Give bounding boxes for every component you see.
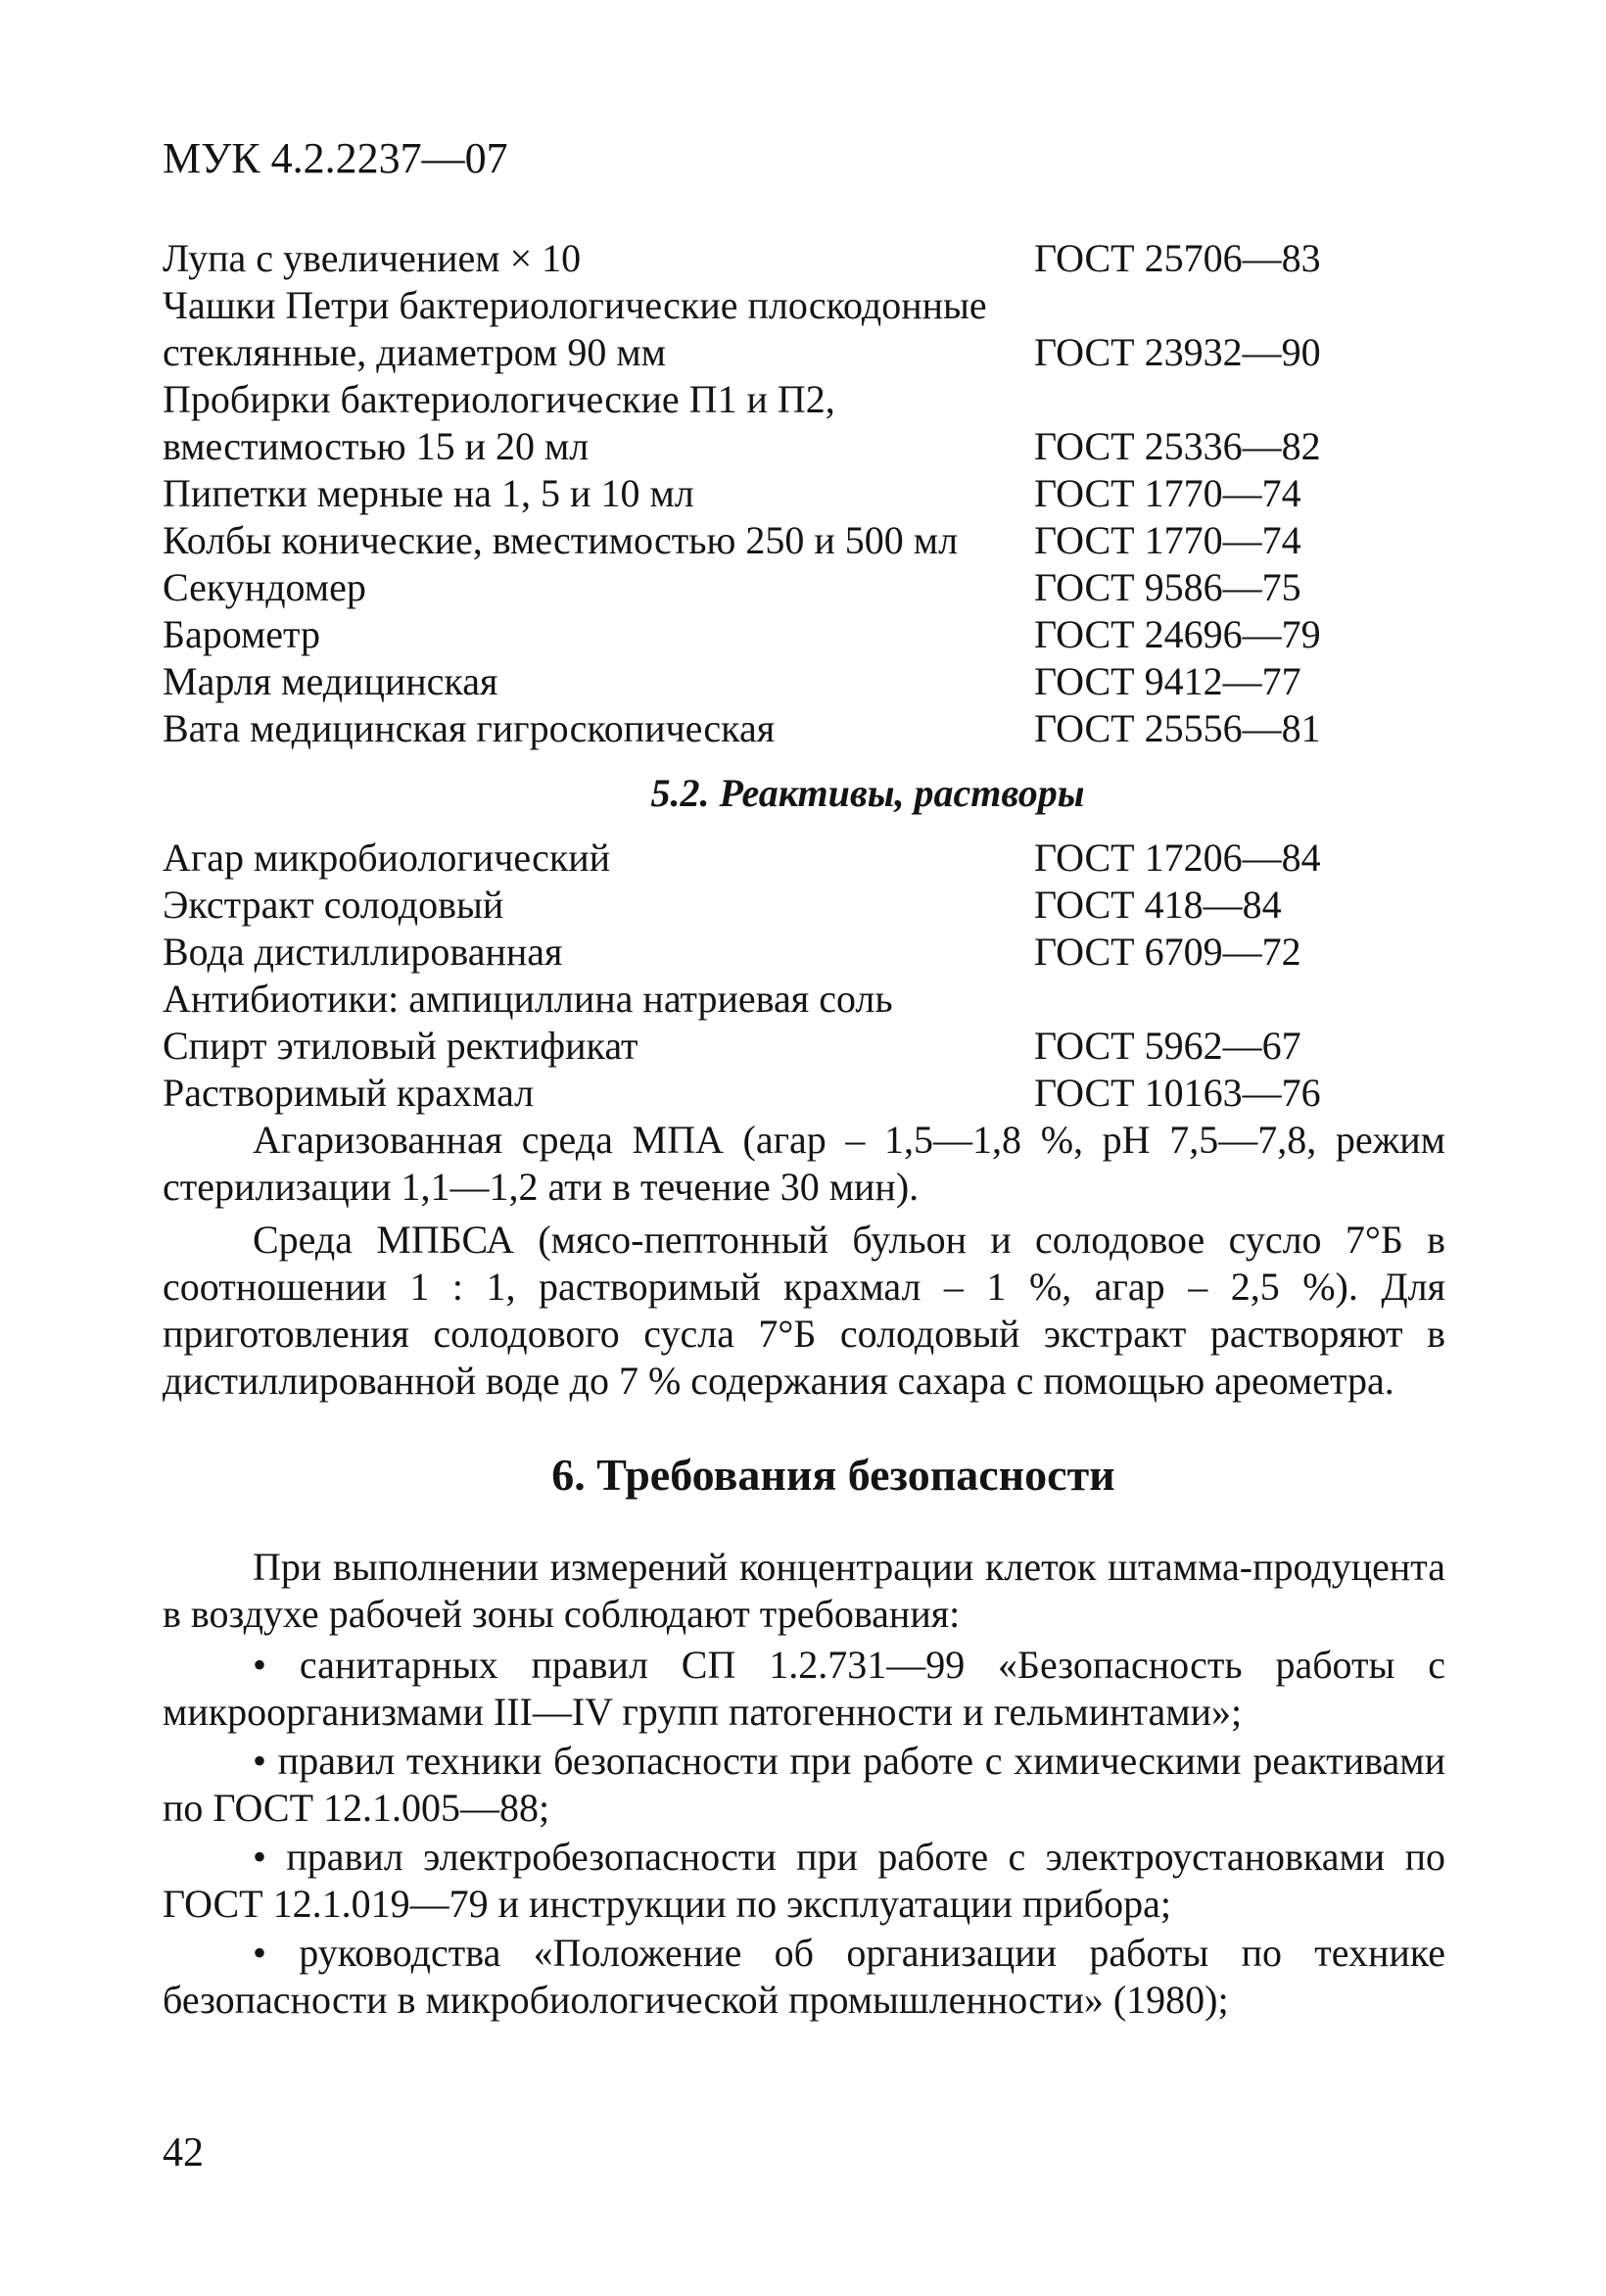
item-name: Растворимый крахмал xyxy=(163,1071,535,1115)
mpa-medium-paragraph: Агаризованная среда МПА (агар – 1,5—1,8 %, рН 7,5—7,8, режим стерилизации 1,1—1,2 ати в течение 30 мин). xyxy=(163,1118,1445,1209)
equipment-row xyxy=(163,705,1445,752)
section-6-title: 6. Требования безопасности xyxy=(551,1450,1115,1500)
item-name: Секундомер xyxy=(163,565,366,609)
reagent-row xyxy=(163,1070,1445,1117)
page-number: 42 xyxy=(163,2130,204,2176)
equipment-row xyxy=(163,376,1445,470)
item-name: Лупа с увеличением × 10 xyxy=(163,236,582,280)
item-standard: ГОСТ 1770—74 xyxy=(1034,518,1301,562)
item-standard: ГОСТ 5962—67 xyxy=(1034,1024,1301,1068)
equipment-row xyxy=(163,517,1445,564)
requirement-bullet: • правил техники безопасности при работе с химическими реактивами по ГОСТ 12.1.005—88; xyxy=(163,1739,1445,1830)
item-standard: ГОСТ 9586—75 xyxy=(1034,565,1301,609)
item-name: Пипетки мерные на 1, 5 и 10 мл xyxy=(163,471,694,515)
equipment-and-reagents-list xyxy=(163,235,1445,1117)
equipment-row xyxy=(163,564,1445,611)
equipment-row xyxy=(163,470,1445,517)
section-6-intro: При выполнении измерений концентрации клеток штамма-продуцента в воздухе рабочей зоны соблюдают требования: xyxy=(163,1545,1445,1636)
requirement-bullet: • руководства «Положение об организации работы по технике безопасности в микробиологической промышленности» (1980); xyxy=(163,1931,1445,2022)
item-standard: ГОСТ 25556—81 xyxy=(1034,706,1321,750)
equipment-row xyxy=(163,658,1445,705)
item-name: Антибиотики: ампициллина натриевая соль xyxy=(163,977,893,1021)
item-name: Чашки Петри бактериологические плоскодонные стеклянные, диаметром 90 мм xyxy=(163,283,987,374)
item-standard: ГОСТ 1770—74 xyxy=(1034,471,1301,515)
item-standard: ГОСТ 23932—90 xyxy=(1034,330,1321,374)
item-standard: ГОСТ 9412—77 xyxy=(1034,659,1301,703)
reagent-row xyxy=(163,882,1445,929)
reagent-row xyxy=(163,929,1445,976)
requirement-bullet: • правил электробезопасности при работе с электроустановками по ГОСТ 12.1.019—79 и инструкции по эксплуатации прибора; xyxy=(163,1835,1445,1926)
reagents-subheading: 5.2. Реактивы, растворы xyxy=(650,771,1085,815)
reagent-row xyxy=(163,1023,1445,1070)
requirement-bullet: • санитарных правил СП 1.2.731—99 «Безопасность работы с микроорганизмами III—IV групп патогенности и гельминтами»; xyxy=(163,1643,1445,1734)
item-standard: ГОСТ 25336—82 xyxy=(1034,424,1321,468)
item-standard: ГОСТ 17206—84 xyxy=(1034,836,1321,880)
item-standard: ГОСТ 25706—83 xyxy=(1034,236,1321,280)
reagent-row xyxy=(163,835,1445,882)
item-name: Колбы конические, вместимостью 250 и 500 мл xyxy=(163,518,959,562)
item-standard: ГОСТ 6709—72 xyxy=(1034,930,1301,974)
item-name: Агар микробиологический xyxy=(163,836,611,880)
mpbsa-medium-paragraph: Среда МПБСА (мясо-пептонный бульон и солодовое сусло 7°Б в соотношении 1 : 1, растворимый крахмал – 1 %, агар – 2,5 %). Для приготовления солодового сусла 7°Б солодовый экстракт растворяют в дистиллированной воде до 7 % содержания сахара с помощью ареометра. xyxy=(163,1218,1445,1403)
equipment-row xyxy=(163,235,1445,282)
item-name: Экстракт солодовый xyxy=(163,883,504,927)
reagent-row xyxy=(163,976,1445,1023)
item-standard: ГОСТ 24696—79 xyxy=(1034,612,1321,656)
item-name: Пробирки бактериологические П1 и П2, вместимостью 15 и 20 мл xyxy=(163,377,835,468)
item-standard: ГОСТ 418—84 xyxy=(1034,883,1282,927)
item-name: Барометр xyxy=(163,612,320,656)
item-standard: ГОСТ 10163—76 xyxy=(1034,1071,1321,1115)
item-name: Вата медицинская гигроскопическая xyxy=(163,706,776,750)
item-name: Вода дистиллированная xyxy=(163,930,563,974)
item-name: Спирт этиловый ректификат xyxy=(163,1024,638,1068)
equipment-row xyxy=(163,282,1445,376)
document-code-header: МУК 4.2.2237—07 xyxy=(163,134,508,182)
equipment-row xyxy=(163,611,1445,658)
item-name: Марля медицинская xyxy=(163,659,498,703)
